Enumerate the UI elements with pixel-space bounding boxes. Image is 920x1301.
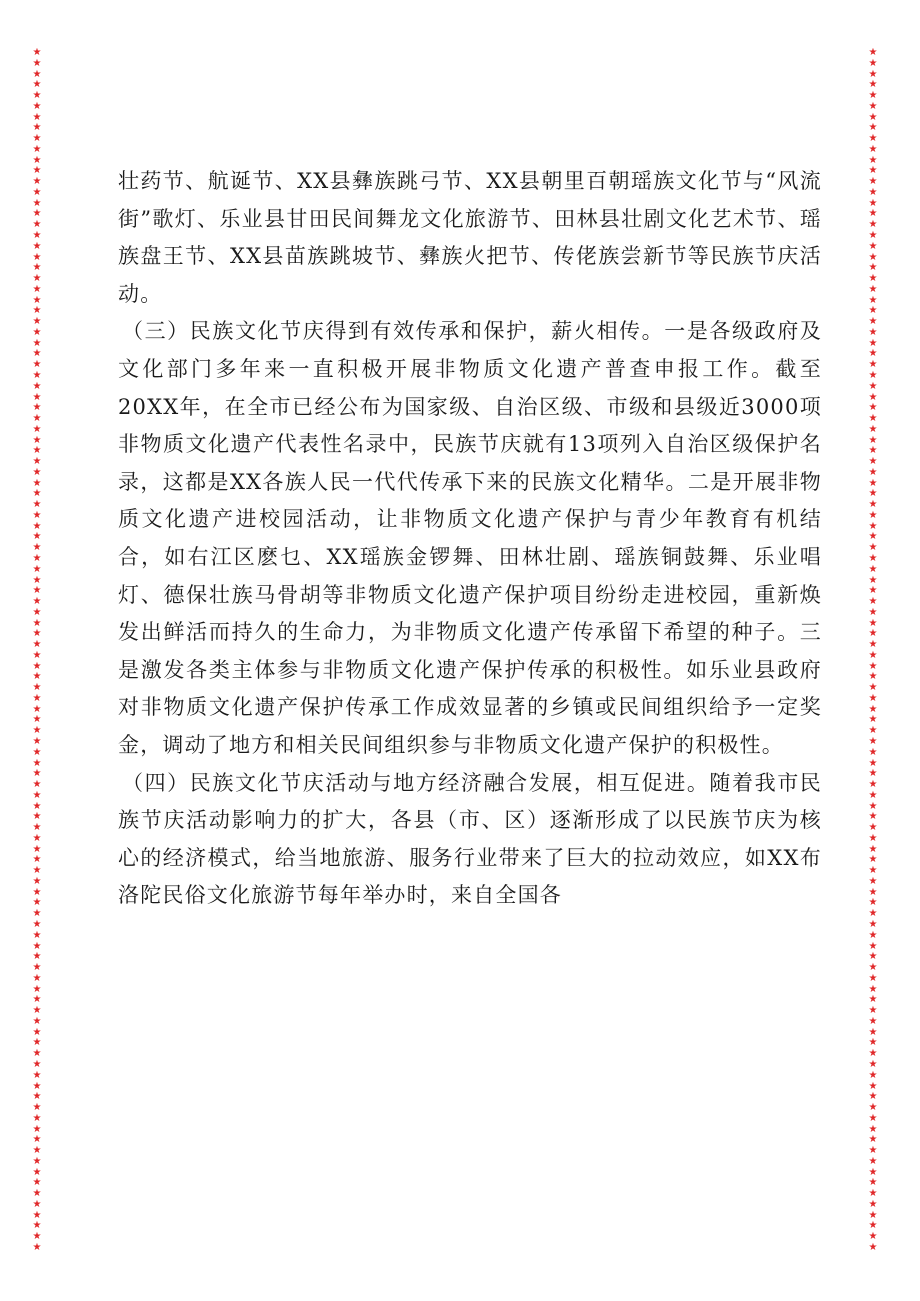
paragraph-festival-list: 壮药节、航诞节、XX县彝族跳弓节、XX县朝里百朝瑶族文化节与“风流街”歌灯、乐业县甘田民间舞龙文化旅游节、田林县壮剧文化艺术节、瑶族盘王节、XX县苗族跳坡节、彝族火把节、传佬族尝新节等民族节庆活动。 [118, 169, 822, 306]
star-icon: ★ [32, 48, 42, 58]
star-icon: ★ [32, 273, 42, 285]
star-icon: ★ [32, 240, 42, 252]
star-icon: ★ [868, 542, 878, 554]
star-icon: ★ [32, 143, 42, 155]
star-icon: ★ [32, 929, 42, 941]
star-icon: ★ [868, 316, 878, 328]
star-icon: ★ [32, 1145, 42, 1157]
star-icon: ★ [868, 413, 878, 425]
star-icon: ★ [32, 197, 42, 209]
star-icon: ★ [868, 1026, 878, 1038]
star-icon: ★ [868, 822, 878, 834]
star-icon: ★ [32, 585, 42, 597]
document-body [118, 163, 822, 915]
star-icon: ★ [868, 240, 878, 252]
star-icon: ★ [32, 660, 42, 672]
star-icon: ★ [32, 1005, 42, 1017]
star-icon: ★ [868, 348, 878, 360]
star-icon: ★ [868, 283, 878, 295]
star-icon: ★ [868, 262, 878, 274]
star-icon: ★ [32, 854, 42, 866]
star-icon: ★ [32, 1080, 42, 1092]
star-icon: ★ [868, 90, 878, 102]
star-icon: ★ [868, 854, 878, 866]
star-icon: ★ [868, 402, 878, 414]
star-icon: ★ [32, 380, 42, 392]
star-icon: ★ [868, 230, 878, 242]
star-icon: ★ [32, 768, 42, 780]
star-icon: ★ [868, 176, 878, 188]
star-icon: ★ [868, 832, 878, 844]
star-icon: ★ [868, 143, 878, 155]
star-icon: ★ [32, 1123, 42, 1135]
star-icon: ★ [868, 606, 878, 618]
star-icon: ★ [32, 1241, 42, 1253]
star-icon: ★ [32, 1048, 42, 1060]
star-icon: ★ [32, 692, 42, 704]
star-icon: ★ [32, 208, 42, 220]
star-icon: ★ [32, 1155, 42, 1167]
star-icon: ★ [32, 1166, 42, 1178]
star-icon: ★ [32, 219, 42, 231]
star-icon: ★ [868, 305, 878, 317]
star-icon: ★ [32, 456, 42, 468]
paragraph-section-three: （三）民族文化节庆得到有效传承和保护，薪火相传。一是各级政府及文化部门多年来一直积极开展非物质文化遗产普查申报工作。截至20XX年，在全市已经公布为国家级、自治区级、市级和县级近3000项非物质文化遗产代表性名录中，民族节庆就有13项列入自治区级保护名录，这都是XX各族人民一代代传承下来的民族文化精华。二是开展非物质文化遗产进校园活动，让非物质文化遗产保护与青少年教育有机结合，如右江区麽乜、XX瑶族金锣舞、田林壮剧、瑶族铜鼓舞、乐业唱灯、德保壮族马骨胡等非物质文化遗产保护项目纷纷走进校园，重新焕发出鲜活而持久的生命力，为非物质文化遗产传承留下希望的种子。三是激发各类主体参与非物质文化遗产保护传承的积极性。如乐业县政府对非物质文化遗产保护传承工作成效显著的乡镇或民间组织给予一定奖金，调动了地方和相关民间组织参与非物质文化遗产保护的积极性。 [118, 319, 822, 757]
star-icon: ★ [32, 1177, 42, 1189]
star-icon: ★ [32, 574, 42, 586]
star-icon: ★ [32, 822, 42, 834]
star-icon: ★ [32, 962, 42, 974]
star-icon: ★ [868, 100, 878, 112]
star-icon: ★ [868, 639, 878, 651]
star-icon: ★ [868, 596, 878, 608]
star-icon: ★ [32, 305, 42, 317]
star-icon: ★ [32, 466, 42, 478]
star-icon: ★ [32, 359, 42, 371]
star-icon: ★ [868, 445, 878, 457]
star-icon: ★ [32, 262, 42, 274]
star-icon: ★ [32, 445, 42, 457]
star-icon: ★ [32, 886, 42, 898]
star-icon: ★ [868, 919, 878, 931]
star-icon: ★ [32, 1209, 42, 1221]
star-icon: ★ [32, 649, 42, 661]
star-icon: ★ [32, 413, 42, 425]
star-icon: ★ [32, 1102, 42, 1114]
star-icon: ★ [868, 1188, 878, 1200]
star-icon: ★ [868, 219, 878, 231]
star-icon: ★ [32, 897, 42, 909]
star-icon: ★ [32, 639, 42, 651]
star-icon: ★ [868, 488, 878, 500]
star-icon: ★ [32, 832, 42, 844]
star-icon: ★ [868, 1231, 878, 1243]
star-icon: ★ [32, 811, 42, 823]
star-icon: ★ [868, 768, 878, 780]
star-icon: ★ [868, 1037, 878, 1049]
star-icon: ★ [32, 1112, 42, 1124]
star-icon: ★ [868, 746, 878, 758]
star-icon: ★ [868, 369, 878, 381]
star-icon: ★ [868, 1155, 878, 1167]
star-icon: ★ [868, 682, 878, 694]
star-icon: ★ [868, 585, 878, 597]
star-icon: ★ [868, 671, 878, 683]
star-icon: ★ [32, 596, 42, 608]
star-icon: ★ [868, 1058, 878, 1070]
star-icon: ★ [868, 660, 878, 672]
star-icon: ★ [868, 1134, 878, 1146]
star-icon: ★ [868, 552, 878, 564]
star-icon: ★ [32, 1069, 42, 1081]
star-icon: ★ [32, 133, 42, 145]
star-icon: ★ [32, 1091, 42, 1103]
star-icon: ★ [868, 875, 878, 887]
star-icon: ★ [32, 316, 42, 328]
star-icon: ★ [868, 972, 878, 984]
star-icon: ★ [868, 251, 878, 263]
star-icon: ★ [868, 1166, 878, 1178]
star-icon: ★ [868, 563, 878, 575]
star-icon: ★ [868, 800, 878, 812]
star-icon: ★ [32, 251, 42, 263]
star-icon: ★ [868, 531, 878, 543]
star-icon: ★ [868, 380, 878, 392]
star-icon: ★ [32, 90, 42, 102]
star-icon: ★ [868, 908, 878, 920]
star-icon: ★ [868, 391, 878, 403]
star-icon: ★ [32, 509, 42, 521]
star-icon: ★ [868, 574, 878, 586]
star-icon: ★ [32, 779, 42, 791]
star-icon: ★ [868, 326, 878, 338]
star-icon: ★ [868, 714, 878, 726]
star-icon: ★ [868, 940, 878, 952]
star-icon: ★ [32, 1015, 42, 1027]
star-icon: ★ [868, 1198, 878, 1210]
star-icon: ★ [868, 736, 878, 747]
star-icon: ★ [32, 983, 42, 995]
star-icon: ★ [868, 1145, 878, 1157]
star-icon: ★ [32, 875, 42, 887]
star-icon: ★ [868, 779, 878, 791]
star-icon: ★ [32, 1198, 42, 1210]
star-icon: ★ [32, 1058, 42, 1070]
star-icon: ★ [32, 671, 42, 683]
star-icon: ★ [868, 520, 878, 532]
star-icon: ★ [868, 1220, 878, 1232]
star-icon: ★ [32, 100, 42, 112]
star-icon: ★ [32, 57, 42, 69]
star-icon: ★ [868, 499, 878, 511]
star-icon: ★ [868, 725, 878, 737]
star-icon: ★ [868, 79, 878, 91]
star-icon: ★ [32, 165, 42, 177]
star-icon: ★ [32, 757, 42, 769]
star-icon: ★ [32, 477, 42, 489]
star-icon: ★ [868, 197, 878, 209]
star-icon: ★ [32, 617, 42, 629]
star-icon: ★ [868, 165, 878, 177]
star-icon: ★ [868, 1102, 878, 1114]
star-icon: ★ [32, 865, 42, 877]
star-icon: ★ [868, 273, 878, 285]
star-icon: ★ [32, 348, 42, 360]
star-icon: ★ [868, 294, 878, 306]
star-icon: ★ [868, 897, 878, 909]
star-icon: ★ [32, 552, 42, 564]
star-icon: ★ [32, 326, 42, 338]
star-icon: ★ [32, 1188, 42, 1200]
star-icon: ★ [868, 1015, 878, 1027]
star-icon: ★ [32, 789, 42, 801]
star-icon: ★ [32, 337, 42, 349]
star-icon: ★ [868, 68, 878, 80]
star-icon: ★ [32, 714, 42, 726]
star-icon: ★ [868, 133, 878, 145]
star-icon: ★ [32, 283, 42, 295]
star-icon: ★ [32, 154, 42, 166]
star-icon: ★ [32, 1134, 42, 1146]
star-icon: ★ [868, 509, 878, 521]
star-icon: ★ [868, 1241, 878, 1253]
right-star-border [866, 48, 880, 1253]
star-icon: ★ [868, 186, 878, 198]
star-icon: ★ [32, 186, 42, 198]
star-icon: ★ [868, 1112, 878, 1124]
star-icon: ★ [868, 757, 878, 769]
star-icon: ★ [868, 1080, 878, 1092]
star-icon: ★ [32, 800, 42, 812]
star-icon: ★ [32, 111, 42, 123]
star-icon: ★ [32, 908, 42, 920]
star-icon: ★ [32, 1231, 42, 1243]
star-icon: ★ [868, 994, 878, 1006]
left-star-border [30, 48, 44, 1253]
star-icon: ★ [32, 531, 42, 543]
star-icon: ★ [868, 48, 878, 58]
star-icon: ★ [32, 606, 42, 618]
star-icon: ★ [868, 703, 878, 715]
star-icon: ★ [868, 154, 878, 166]
star-icon: ★ [868, 359, 878, 371]
star-icon: ★ [32, 951, 42, 963]
star-icon: ★ [868, 843, 878, 855]
star-icon: ★ [32, 972, 42, 984]
star-icon: ★ [32, 499, 42, 511]
star-icon: ★ [868, 111, 878, 123]
star-icon: ★ [32, 294, 42, 306]
star-icon: ★ [868, 477, 878, 489]
star-icon: ★ [868, 617, 878, 629]
star-icon: ★ [32, 488, 42, 500]
star-icon: ★ [32, 628, 42, 640]
star-icon: ★ [868, 983, 878, 995]
star-icon: ★ [868, 1069, 878, 1081]
star-icon: ★ [868, 1005, 878, 1017]
star-icon: ★ [868, 1123, 878, 1135]
star-icon: ★ [32, 79, 42, 91]
star-icon: ★ [868, 649, 878, 661]
star-icon: ★ [32, 919, 42, 931]
star-icon: ★ [32, 122, 42, 134]
star-icon: ★ [868, 865, 878, 877]
star-icon: ★ [32, 1026, 42, 1038]
star-icon: ★ [868, 929, 878, 941]
star-icon: ★ [868, 789, 878, 801]
star-icon: ★ [868, 811, 878, 823]
paragraph-section-four: （四）民族文化节庆活动与地方经济融合发展，相互促进。随着我市民族节庆活动影响力的扩大，各县（市、区）逐渐形成了以民族节庆为核心的经济模式，给当地旅游、服务行业带来了巨大的拉动效应，如XX布洛陀民俗文化旅游节每年举办时，来自全国各 [118, 770, 822, 908]
star-icon: ★ [32, 940, 42, 952]
star-icon: ★ [868, 1209, 878, 1221]
star-icon: ★ [32, 230, 42, 242]
star-icon: ★ [868, 57, 878, 69]
star-icon: ★ [32, 423, 42, 435]
star-icon: ★ [32, 520, 42, 532]
star-icon: ★ [32, 176, 42, 188]
star-icon: ★ [868, 962, 878, 974]
star-icon: ★ [868, 456, 878, 468]
star-icon: ★ [32, 369, 42, 381]
star-icon: ★ [868, 434, 878, 446]
star-icon: ★ [868, 886, 878, 898]
star-icon: ★ [32, 994, 42, 1006]
star-icon: ★ [32, 434, 42, 446]
star-icon: ★ [32, 68, 42, 80]
star-icon: ★ [32, 1220, 42, 1232]
star-icon: ★ [32, 402, 42, 414]
star-icon: ★ [32, 736, 42, 747]
star-icon: ★ [868, 122, 878, 134]
star-icon: ★ [868, 692, 878, 704]
star-icon: ★ [32, 703, 42, 715]
star-icon: ★ [868, 423, 878, 435]
star-icon: ★ [868, 628, 878, 640]
star-icon: ★ [868, 337, 878, 349]
star-icon: ★ [868, 1091, 878, 1103]
star-icon: ★ [868, 1048, 878, 1060]
star-icon: ★ [32, 843, 42, 855]
star-icon: ★ [868, 208, 878, 220]
star-icon: ★ [32, 542, 42, 554]
star-icon: ★ [32, 391, 42, 403]
star-icon: ★ [32, 682, 42, 694]
star-icon: ★ [868, 466, 878, 478]
star-icon: ★ [868, 1177, 878, 1189]
star-icon: ★ [32, 746, 42, 758]
star-icon: ★ [868, 951, 878, 963]
star-icon: ★ [32, 563, 42, 575]
star-icon: ★ [32, 725, 42, 737]
star-icon: ★ [32, 1037, 42, 1049]
